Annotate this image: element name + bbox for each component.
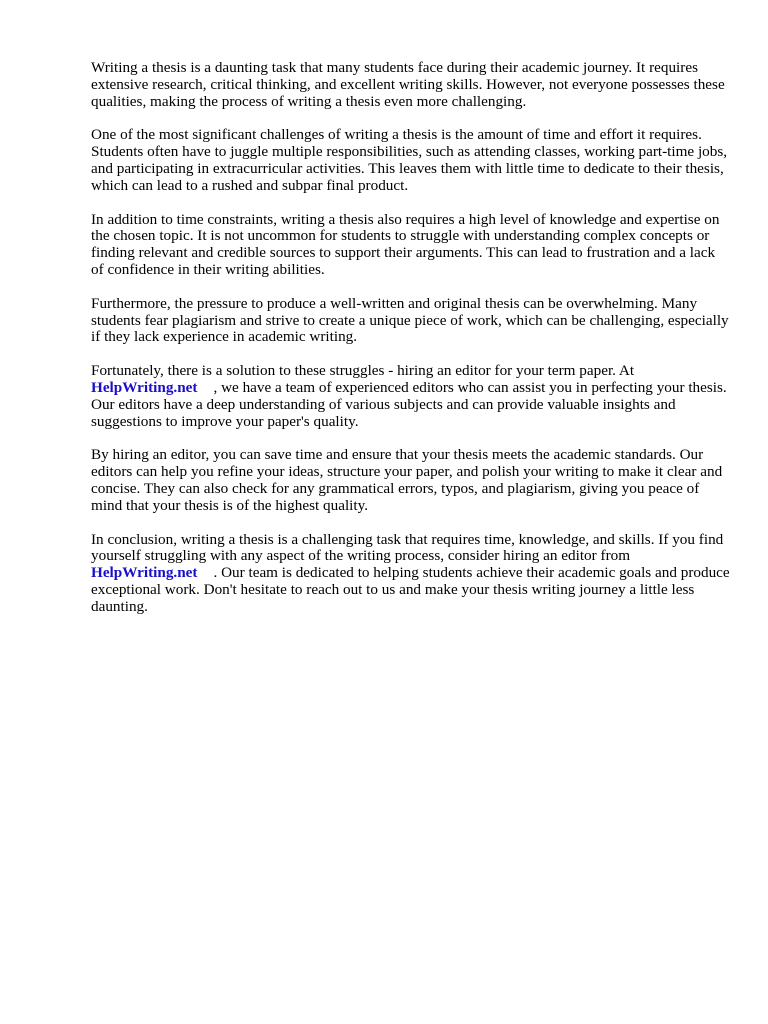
helpwriting-link[interactable]: HelpWriting.net	[91, 378, 198, 396]
paragraph-originality-pressure: Furthermore, the pressure to produce a well-written and original thesis can be overwhelming. Many students fear plagiarism and strive to create a unique piece of work, which can be challenging, especially if they lack experience in academic writing.	[91, 294, 729, 346]
paragraph-solution-text-before: Fortunately, there is a solution to these struggles - hiring an editor for your term paper. At	[91, 362, 635, 380]
paragraph-intro: Writing a thesis is a daunting task that many students face during their academic journey. It requires extensive research, critical thinking, and excellent writing skills. However, not everyone possesses these qualities, making the process of writing a thesis even more challenging.	[91, 59, 725, 110]
paragraph-benefits: By hiring an editor, you can save time and ensure that your thesis meets the academic standards. Our editors can help you refine your ideas, structure your paper, and polish your writing to make it clear and concise. They can also check for any grammatical errors, typos, and plagiarism, giving you peace of mind that your thesis is of the highest quality.	[91, 446, 723, 514]
paragraph-solution	[91, 363, 731, 430]
helpwriting-link-conclusion[interactable]: HelpWriting.net	[91, 564, 198, 582]
paragraph-conclusion-text-before: In conclusion, writing a thesis is a challenging task that requires time, knowledge, and skills. If you find yourself struggling with any aspect of the writing process, consider hiring an editor from	[91, 530, 724, 565]
paragraph-knowledge-challenges: In addition to time constraints, writing a thesis also requires a high level of knowledge and expertise on the chosen topic. It is not uncommon for students to struggle with understanding complex concepts or finding relevant and credible sources to support their arguments. This can lead to frustration and a lack of confidence in their writing abilities.	[91, 210, 720, 278]
document-body	[91, 60, 731, 633]
paragraph-time-challenges: One of the most significant challenges of writing a thesis is the amount of time and effort it requires. Students often have to juggle multiple responsibilities, such as attending classes, working part-time jobs, and participating in extracurricular activities. This leaves them with little time to dedicate to their thesis, which can lead to a rushed and subpar final product.	[91, 126, 728, 194]
paragraph-solution-text-after: , we have a team of experienced editors who can assist you in perfecting your thesis. Our editors have a deep understanding of various subjects and can provide valuable insights and suggestions to improve your paper's quality.	[91, 378, 727, 430]
paragraph-conclusion	[91, 532, 731, 616]
paragraph-conclusion-text-after: . Our team is dedicated to helping students achieve their academic goals and produce exceptional work. Don't hesitate to reach out to us and make your thesis writing journey a little less daunting.	[91, 564, 730, 615]
